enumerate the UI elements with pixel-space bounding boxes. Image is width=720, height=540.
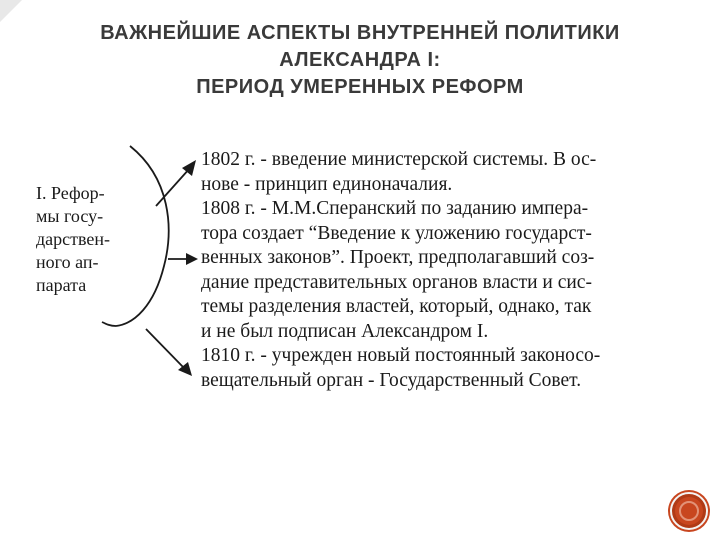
slide-title	[0, 20, 720, 101]
bracket-foot	[102, 322, 116, 326]
text-line: вещательный орган - Государственный Совет.	[201, 369, 582, 391]
title-line-3: ПЕРИОД УМЕРЕННЫХ РЕФОРМ	[196, 76, 524, 98]
text-line: нове - принцип единоначалия.	[201, 173, 453, 195]
circle-nav-icon	[679, 501, 699, 521]
text-line: 1808 г. - М.М.Сперанский по заданию импера-	[201, 198, 589, 219]
text-line: тора создает “Введение к уложению государст-	[201, 222, 592, 244]
label-line: дарствен-	[36, 229, 111, 249]
label-line: парата	[36, 275, 87, 295]
corner-decoration	[0, 0, 22, 22]
text-line: дание представительных органов власти и сис-	[201, 271, 592, 293]
text-line: темы разделения властей, который, однако, так	[201, 296, 592, 317]
arrow-middle-head	[186, 253, 198, 265]
slide-nav-button[interactable]	[670, 492, 708, 530]
reform-description	[201, 148, 691, 393]
text-line: и не был подписан Александром I.	[201, 320, 489, 342]
text-line: венных законов”. Проект, предполагавший соз-	[201, 247, 595, 268]
title-line-2: АЛЕКСАНДРА I:	[279, 49, 441, 71]
reform-category-label	[36, 182, 146, 297]
text-line: 1802 г. - введение министерской системы. В ос-	[201, 149, 597, 170]
text-line: 1810 г. - учрежден новый постоянный законосо-	[201, 345, 601, 366]
scanned-excerpt	[30, 138, 710, 438]
label-line: мы госу-	[36, 206, 104, 226]
label-line: ного ап-	[36, 252, 99, 272]
title-line-1: ВАЖНЕЙШИЕ АСПЕКТЫ ВНУТРЕННЕЙ ПОЛИТИКИ	[100, 22, 620, 44]
label-line: I. Рефор-	[36, 183, 105, 203]
arrow-bottom-line	[146, 329, 184, 368]
